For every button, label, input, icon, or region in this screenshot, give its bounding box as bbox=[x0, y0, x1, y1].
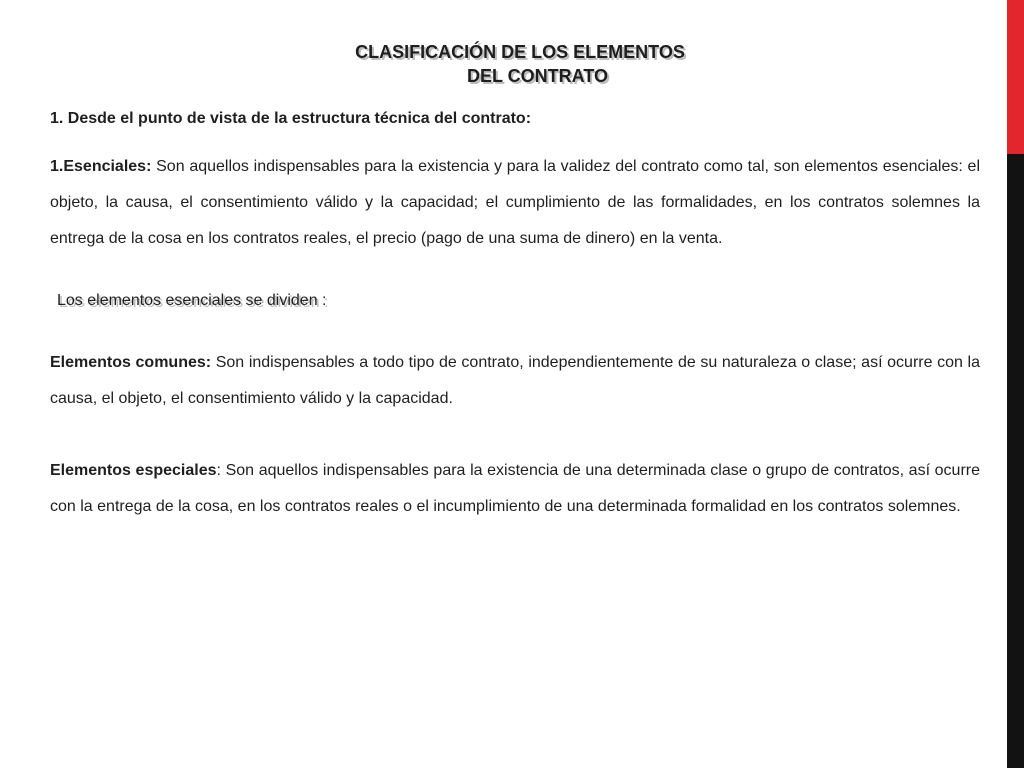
title-line-1: CLASIFICACIÓN DE LOS ELEMENTOS bbox=[355, 42, 685, 62]
paragraph-especiales bbox=[50, 453, 980, 525]
slide-content bbox=[50, 40, 980, 525]
section-heading: 1. Desde el punto de vista de la estructura técnica del contrato: bbox=[50, 110, 532, 127]
accent-bar-red bbox=[1007, 0, 1024, 154]
term-comunes: Elementos comunes: bbox=[50, 354, 212, 371]
slide-title bbox=[210, 40, 830, 88]
term-especiales: Elementos especiales bbox=[50, 462, 217, 479]
paragraph-comunes bbox=[50, 345, 980, 417]
text-esenciales: Son aquellos indispensables para la existencia y para la validez del contrato como tal, son elementos esenciales: el objeto, la causa, el consentimiento válido y la capacidad; el cumplimiento de las formalidades, en los contratos solemnes la entrega de la cosa en los contratos reales, el precio (pago de una suma de dinero) en la venta. bbox=[50, 158, 980, 247]
subheading-division: Los elementos esenciales se dividen : bbox=[57, 292, 327, 309]
text-especiales: : Son aquellos indispensables para la existencia de una determinada clase o grupo de contratos, así ocurre con la entrega de la cosa, en los contratos reales o el incumplimiento de una determinada formalidad en los contratos solemnes. bbox=[50, 462, 981, 515]
accent-bar-black bbox=[1007, 154, 1024, 768]
text-comunes: Son indispensables a todo tipo de contrato, independientemente de su naturaleza o clase; así ocurre con la causa, el objeto, el consentimiento válido y la capacidad. bbox=[50, 354, 980, 407]
paragraph-esenciales bbox=[50, 149, 980, 257]
term-esenciales: 1.Esenciales: bbox=[50, 158, 152, 175]
title-line-2: DEL CONTRATO bbox=[466, 66, 608, 86]
